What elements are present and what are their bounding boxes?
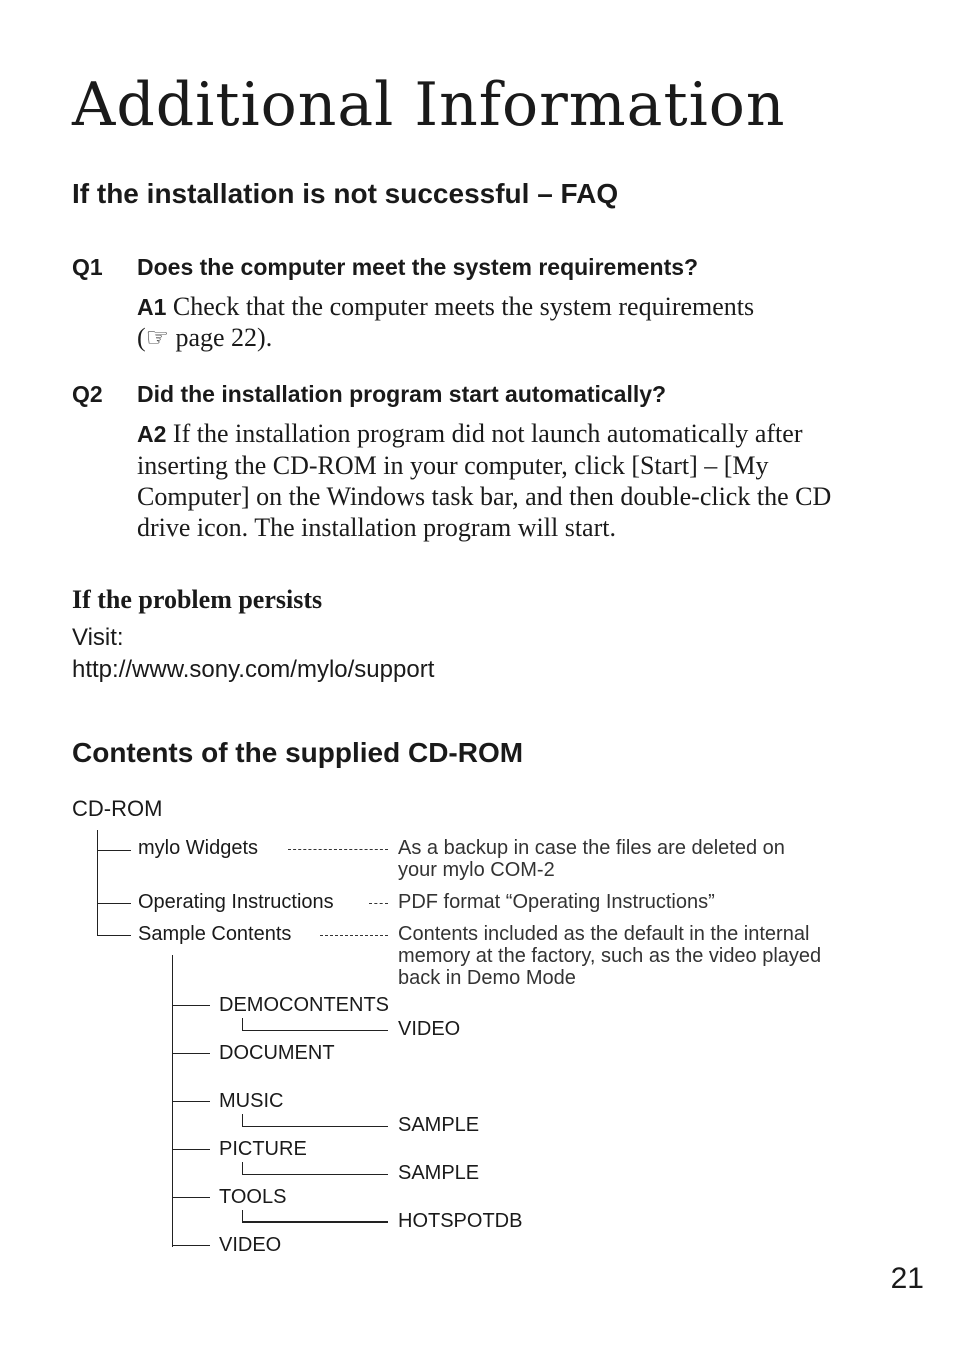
subtree-branch-line [172,1053,210,1054]
sub-connector-line [242,1018,243,1030]
folder-video: VIDEO [219,1234,282,1256]
desc-mylo-widgets: As a backup in case the files are deleted on your mylo COM-2 [398,837,785,881]
tree-trunk-line [97,830,98,935]
folder-music: MUSIC [219,1090,284,1112]
subtree-branch-line [172,1101,210,1102]
tree-branch-line [97,935,131,936]
page-number: 21 [890,1262,924,1295]
leader-line [320,935,388,936]
desc-sample-contents: Contents included as the default in the internal memory at the factory, such as the video played back in Demo Mode [398,923,822,989]
desc-operating-instructions: PDF format “Operating Instructions” [398,891,715,913]
a2-label: A2 [137,421,167,447]
sub-connector-line [242,1162,243,1174]
subtree-branch-line [172,1197,210,1198]
a1-answer-line1 [137,291,754,323]
sub-connector-line [242,1126,388,1127]
persist-heading: If the problem persists [72,585,323,614]
visit-label: Visit: [72,624,124,651]
a1-text: Check that the computer meets the system requirements [172,292,755,321]
subfolder-democontents-video: VIDEO [398,1018,461,1040]
a1-answer-line2: (☞ page 22). [137,323,273,352]
folder-document: DOCUMENT [219,1042,335,1064]
sub-connector-line [242,1221,388,1223]
contents-heading: Contents of the supplied CD-ROM [72,737,524,768]
tree-branch-line [97,850,131,851]
leader-line [369,903,388,904]
folder-tools: TOOLS [219,1186,287,1208]
faq-heading: If the installation is not successful – FAQ [72,178,619,209]
folder-picture: PICTURE [219,1138,307,1160]
sub-connector-line [242,1174,388,1175]
tree-item-sample-contents: Sample Contents [138,923,292,945]
tree-item-mylo-widgets: mylo Widgets [138,837,259,859]
folder-democontents: DEMOCONTENTS [219,994,389,1016]
subtree-branch-line [172,1005,210,1006]
q2-label: Q2 [72,381,103,407]
subfolder-music-sample: SAMPLE [398,1114,480,1136]
subfolder-tools-hotspotdb: HOTSPOTDB [398,1210,523,1232]
support-link[interactable]: http://www.sony.com/mylo/support [72,656,435,683]
tree-root: CD-ROM [72,796,163,821]
a2-text: If the installation program did not launch automatically after inserting the CD-ROM in your computer, click [Start] – [My Computer] on the Windows task bar, and then double-click the CD drive icon. The installation program will start. [137,419,832,542]
q1-label: Q1 [72,254,103,280]
tree-item-operating-instructions: Operating Instructions [138,891,334,913]
leader-line [288,849,388,850]
subfolder-picture-sample: SAMPLE [398,1162,480,1184]
a1-label: A1 [137,294,167,320]
page-title: Additional Information [72,70,786,140]
tree-branch-line [97,903,131,904]
subtree-branch-line [172,1149,210,1150]
q2-question: Did the installation program start automatically? [137,381,667,407]
sub-connector-line [242,1114,243,1126]
subtree-branch-line [172,1245,210,1246]
sub-connector-line [242,1030,388,1031]
a2-answer [137,418,837,543]
q1-question: Does the computer meet the system requirements? [137,254,699,280]
